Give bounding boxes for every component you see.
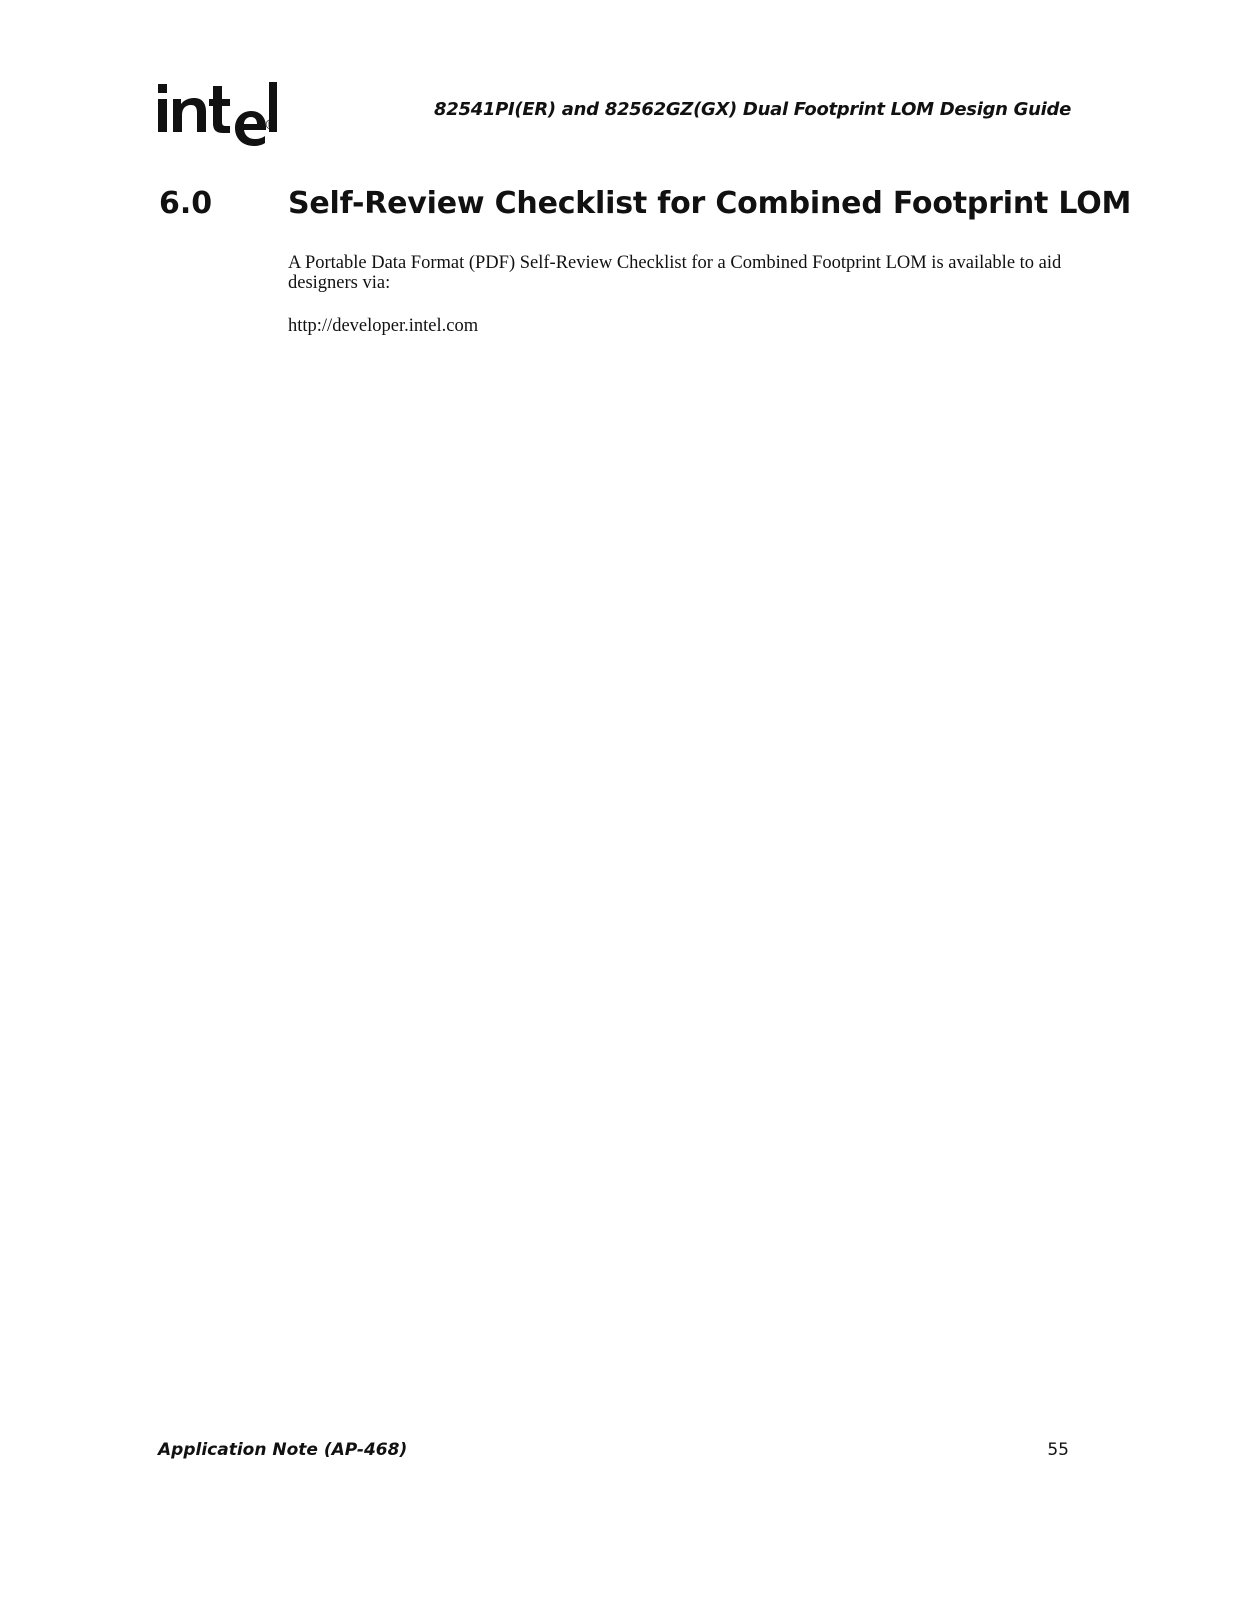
running-header-title: 82541PI(ER) and 82562GZ(GX) Dual Footprint LOM Design Guide	[434, 99, 1071, 120]
registered-mark: ®	[264, 118, 277, 133]
footer-document-id: Application Note (AP-468)	[158, 1440, 408, 1460]
footer-page-number: 55	[1047, 1440, 1069, 1460]
intel-logo	[158, 80, 283, 150]
body-paragraph: A Portable Data Format (PDF) Self-Review Checklist for a Combined Footprint LOM is available to aid designers via:	[288, 253, 1062, 293]
section-number: 6.0	[159, 186, 213, 221]
developer-url: http://developer.intel.com	[288, 316, 479, 336]
section-title: Self-Review Checklist for Combined Footprint LOM	[288, 186, 1132, 221]
